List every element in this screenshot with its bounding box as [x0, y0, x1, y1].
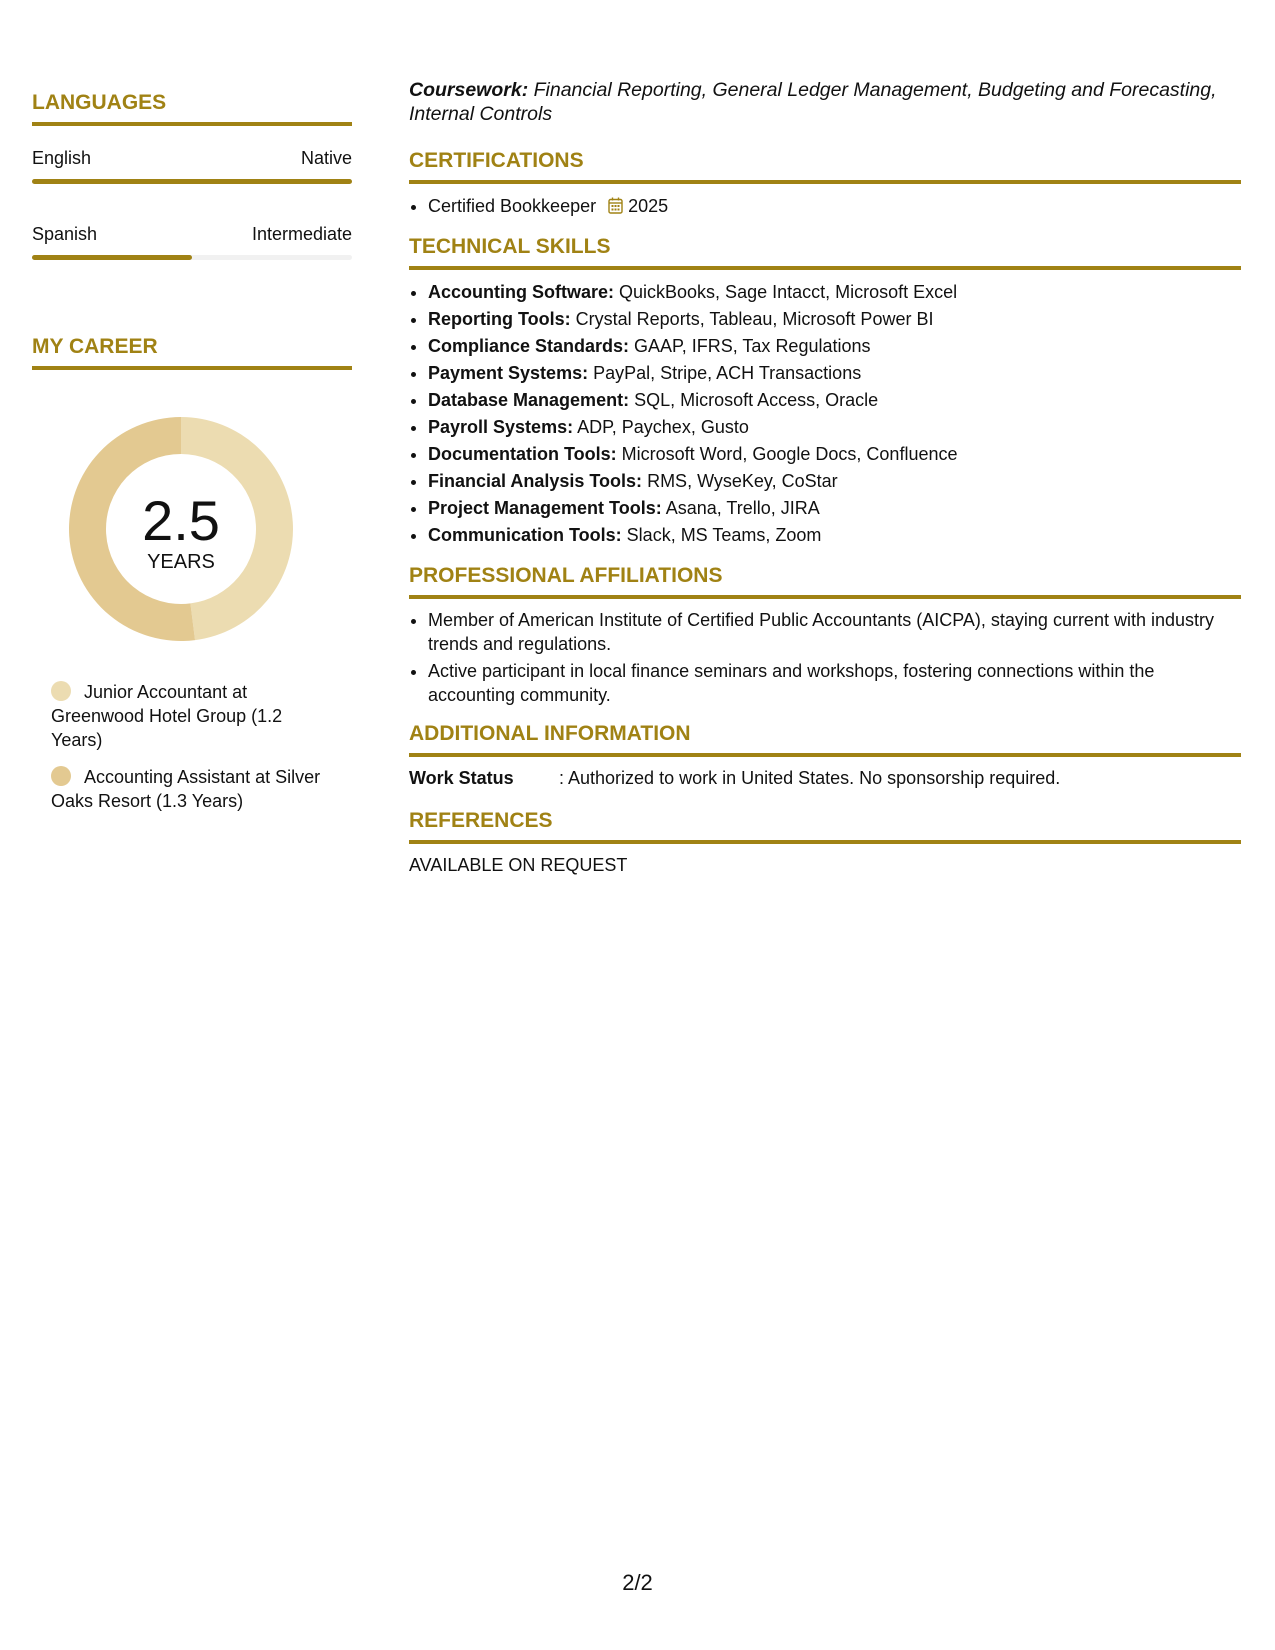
skill-label: Payroll Systems: [428, 417, 574, 437]
skill-item [428, 468, 1241, 495]
legend-dot [51, 681, 71, 701]
skill-item [428, 495, 1241, 522]
skill-item [428, 441, 1241, 468]
skill-value: SQL, Microsoft Access, Oracle [629, 390, 879, 410]
coursework [409, 78, 1241, 126]
skill-label: Database Management: [428, 390, 630, 410]
certification-name: Certified Bookkeeper [428, 196, 597, 216]
career-heading: MY CAREER [32, 334, 352, 370]
skill-label: Documentation Tools: [428, 444, 617, 464]
skill-item [428, 279, 1241, 306]
legend-dot [51, 766, 71, 786]
skill-item [428, 414, 1241, 441]
affiliations-heading: PROFESSIONAL AFFILIATIONS [409, 563, 1241, 599]
work-status-row [409, 766, 1241, 790]
work-status-value: : Authorized to work in United States. No sponsorship required. [559, 768, 1061, 788]
language-bar-fill [32, 179, 352, 184]
affiliation-item: • Active participant in local finance seminars and workshops, fostering connections within the accounting community. [428, 659, 1241, 707]
calendar-icon [608, 197, 623, 214]
career-legend-item [51, 680, 321, 752]
skill-label: Payment Systems: [428, 363, 589, 383]
language-name: English [32, 148, 92, 168]
skill-value: QuickBooks, Sage Intacct, Microsoft Excel [614, 282, 958, 302]
languages-heading: LANGUAGES [32, 90, 352, 126]
left-column [32, 90, 352, 826]
donut-center [66, 414, 296, 644]
skill-value: RMS, WyseKey, CoStar [642, 471, 838, 491]
skill-item [428, 522, 1241, 549]
work-status-label: Work Status [409, 768, 514, 788]
career-donut-chart [66, 414, 296, 644]
certifications-section [409, 148, 1241, 220]
coursework-label: Coursework: [409, 79, 529, 101]
language-level: Intermediate [251, 224, 352, 244]
skill-label: Communication Tools: [428, 525, 622, 545]
skill-value: Crystal Reports, Tableau, Microsoft Power BI [570, 309, 934, 329]
career-legend-label: Accounting Assistant at Silver Oaks Resort (1.3 Years) [51, 767, 321, 811]
language-english [32, 146, 352, 184]
language-bar [32, 255, 352, 260]
language-spanish [32, 222, 352, 260]
skill-item [428, 333, 1241, 360]
affiliations-list [409, 608, 1241, 707]
career-legend [51, 680, 321, 813]
right-column [409, 78, 1241, 887]
technical-skills-list [409, 279, 1241, 549]
references-text: AVAILABLE ON REQUEST [409, 855, 628, 875]
language-bar-fill [32, 255, 192, 260]
certification-year: 2025 [628, 196, 669, 216]
certifications-list [409, 193, 1241, 220]
skill-value: Slack, MS Teams, Zoom [621, 525, 822, 545]
skill-value: Asana, Trello, JIRA [661, 498, 820, 518]
skill-item [428, 360, 1241, 387]
skill-label: Compliance Standards: [428, 336, 630, 356]
career-total-years: 2.5 [142, 489, 220, 552]
page-number: 2/2 [622, 1570, 653, 1595]
affiliations-section [409, 563, 1241, 707]
language-level: Native [300, 148, 352, 168]
additional-info-heading: ADDITIONAL INFORMATION [409, 721, 1241, 757]
skill-label: Reporting Tools: [428, 309, 571, 329]
language-name: Spanish [32, 224, 98, 244]
coursework-text: Financial Reporting, General Ledger Management, Budgeting and Forecasting, Internal Controls [409, 79, 1217, 125]
affiliation-item: • Member of American Institute of Certified Public Accountants (AICPA), staying current with industry trends and regulations. [428, 608, 1241, 656]
references-heading: REFERENCES [409, 808, 1241, 844]
career-legend-item [51, 765, 321, 813]
skill-value: Microsoft Word, Google Docs, Confluence [616, 444, 958, 464]
certifications-heading: CERTIFICATIONS [409, 148, 1241, 184]
additional-info-section [409, 721, 1241, 790]
career-legend-label: Junior Accountant at Greenwood Hotel Group (1.2 Years) [51, 682, 283, 750]
technical-skills-section [409, 234, 1241, 549]
skill-item [428, 306, 1241, 333]
skill-value: ADP, Paychex, Gusto [573, 417, 749, 437]
technical-skills-heading: TECHNICAL SKILLS [409, 234, 1241, 270]
skill-label: Accounting Software: [428, 282, 615, 302]
skill-label: Project Management Tools: [428, 498, 662, 518]
skill-value: GAAP, IFRS, Tax Regulations [629, 336, 871, 356]
career-total-unit: YEARS [147, 551, 215, 573]
skill-item [428, 387, 1241, 414]
skill-value: PayPal, Stripe, ACH Transactions [588, 363, 862, 383]
references-section [409, 808, 1241, 877]
skill-label: Financial Analysis Tools: [428, 471, 643, 491]
certification-item [428, 193, 1241, 220]
language-bar [32, 179, 352, 184]
